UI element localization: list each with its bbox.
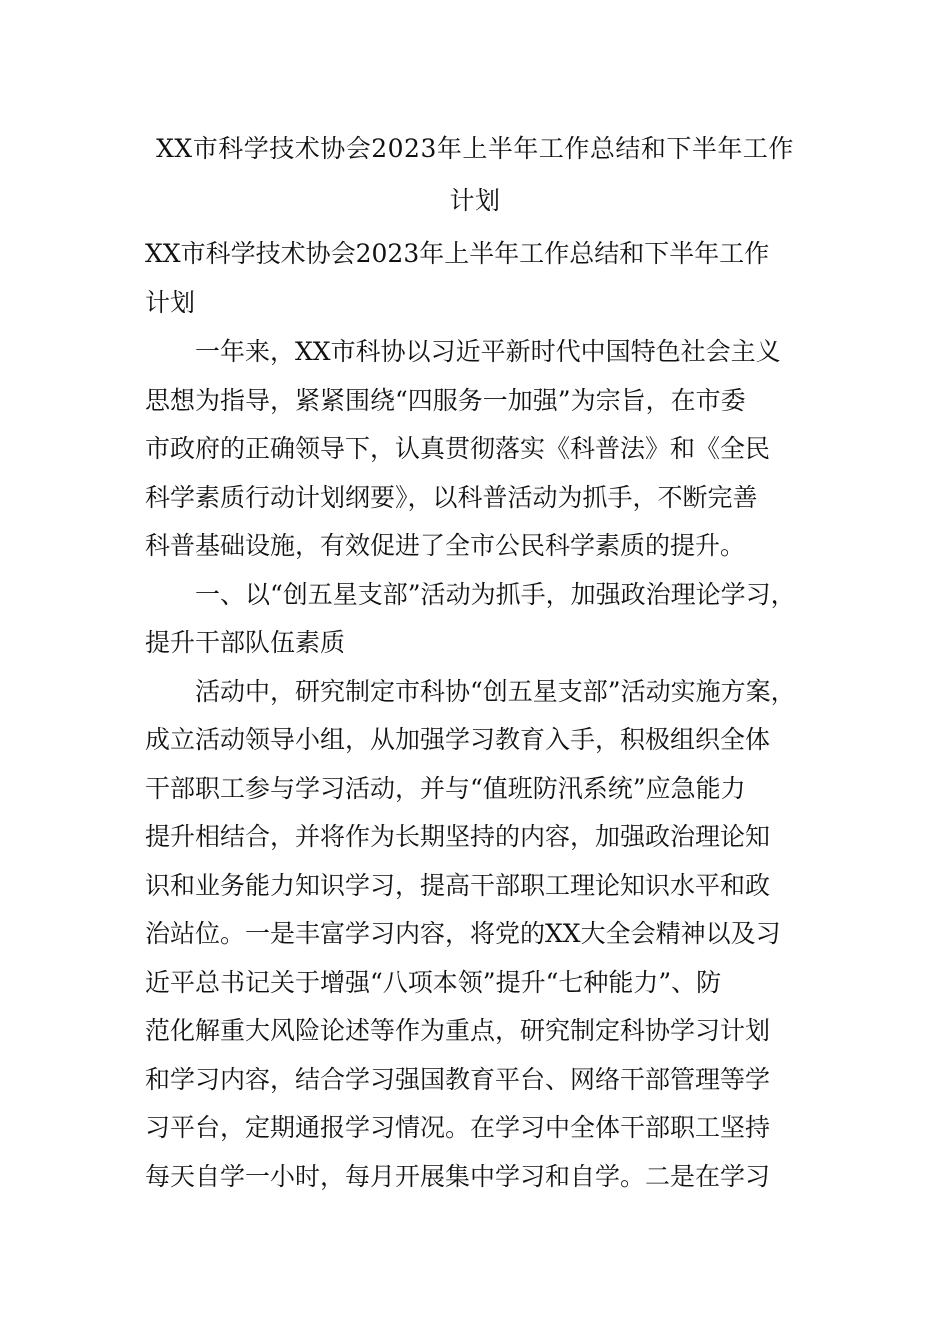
body-line: 科学素质行动计划纲要》，以科普活动为抓手，不断完善 — [145, 482, 758, 512]
body-line: 提升相结合，并将作为长期坚持的内容，加强政治理论知 — [145, 822, 771, 851]
document-title-continuation: 计划 — [449, 186, 501, 215]
body-line: 干部职工参与学习活动，并与“值班防汛系统”应急能力 — [145, 773, 746, 803]
body-line: 每天自学一小时，每月开展集中学习和自学。二是在学习 — [145, 1161, 771, 1191]
body-line: 市政府的正确领导下，认真贯彻落实《科普法》和《全民 — [145, 434, 771, 463]
body-line: 活动中，研究制定市科协“创五星支部”活动实施方案， — [145, 676, 796, 706]
document-title: XX市科学技术协会2023年上半年工作总结和下半年工作 — [156, 134, 794, 163]
body-line: 近平总书记关于增强“八项本领”提升“七种能力”、防 — [145, 967, 722, 997]
body-line: 和学习内容，结合学习强国教育平台、网络干部管理等学 — [145, 1064, 771, 1094]
body-line: 治站位。一是丰富学习内容，将党的XX大全会精神以及习 — [145, 919, 781, 948]
document-body — [145, 328, 825, 1201]
body-line: 科普基础设施，有效促进了全市公民科学素质的提升。 — [145, 531, 746, 560]
body-line: 成立活动领导小组，从加强学习教育入手，积极组织全体 — [145, 725, 771, 754]
body-line: 思想为指导，紧紧围绕“四服务一加强”为宗旨，在市委 — [145, 385, 746, 415]
section-heading-line: 提升干部队伍素质 — [145, 628, 346, 657]
body-line: 一年来，XX市科协以习近平新时代中国特色社会主义 — [145, 337, 781, 366]
document-subtitle — [145, 230, 825, 327]
body-line: 识和业务能力知识学习，提高干部职工理论知识水平和政 — [145, 870, 771, 900]
body-line: 习平台，定期通报学习情况。在学习中全体干部职工坚持 — [145, 1113, 771, 1142]
subtitle-line: 计划 — [145, 287, 196, 317]
subtitle-line: XX市科学技术协会2023年上半年工作总结和下半年工作 — [145, 239, 770, 268]
body-line: 范化解重大风险论述等作为重点，研究制定科协学习计划 — [145, 1016, 771, 1045]
section-heading-line: 一、以“创五星支部”活动为抓手，加强政治理论学习， — [145, 579, 796, 609]
